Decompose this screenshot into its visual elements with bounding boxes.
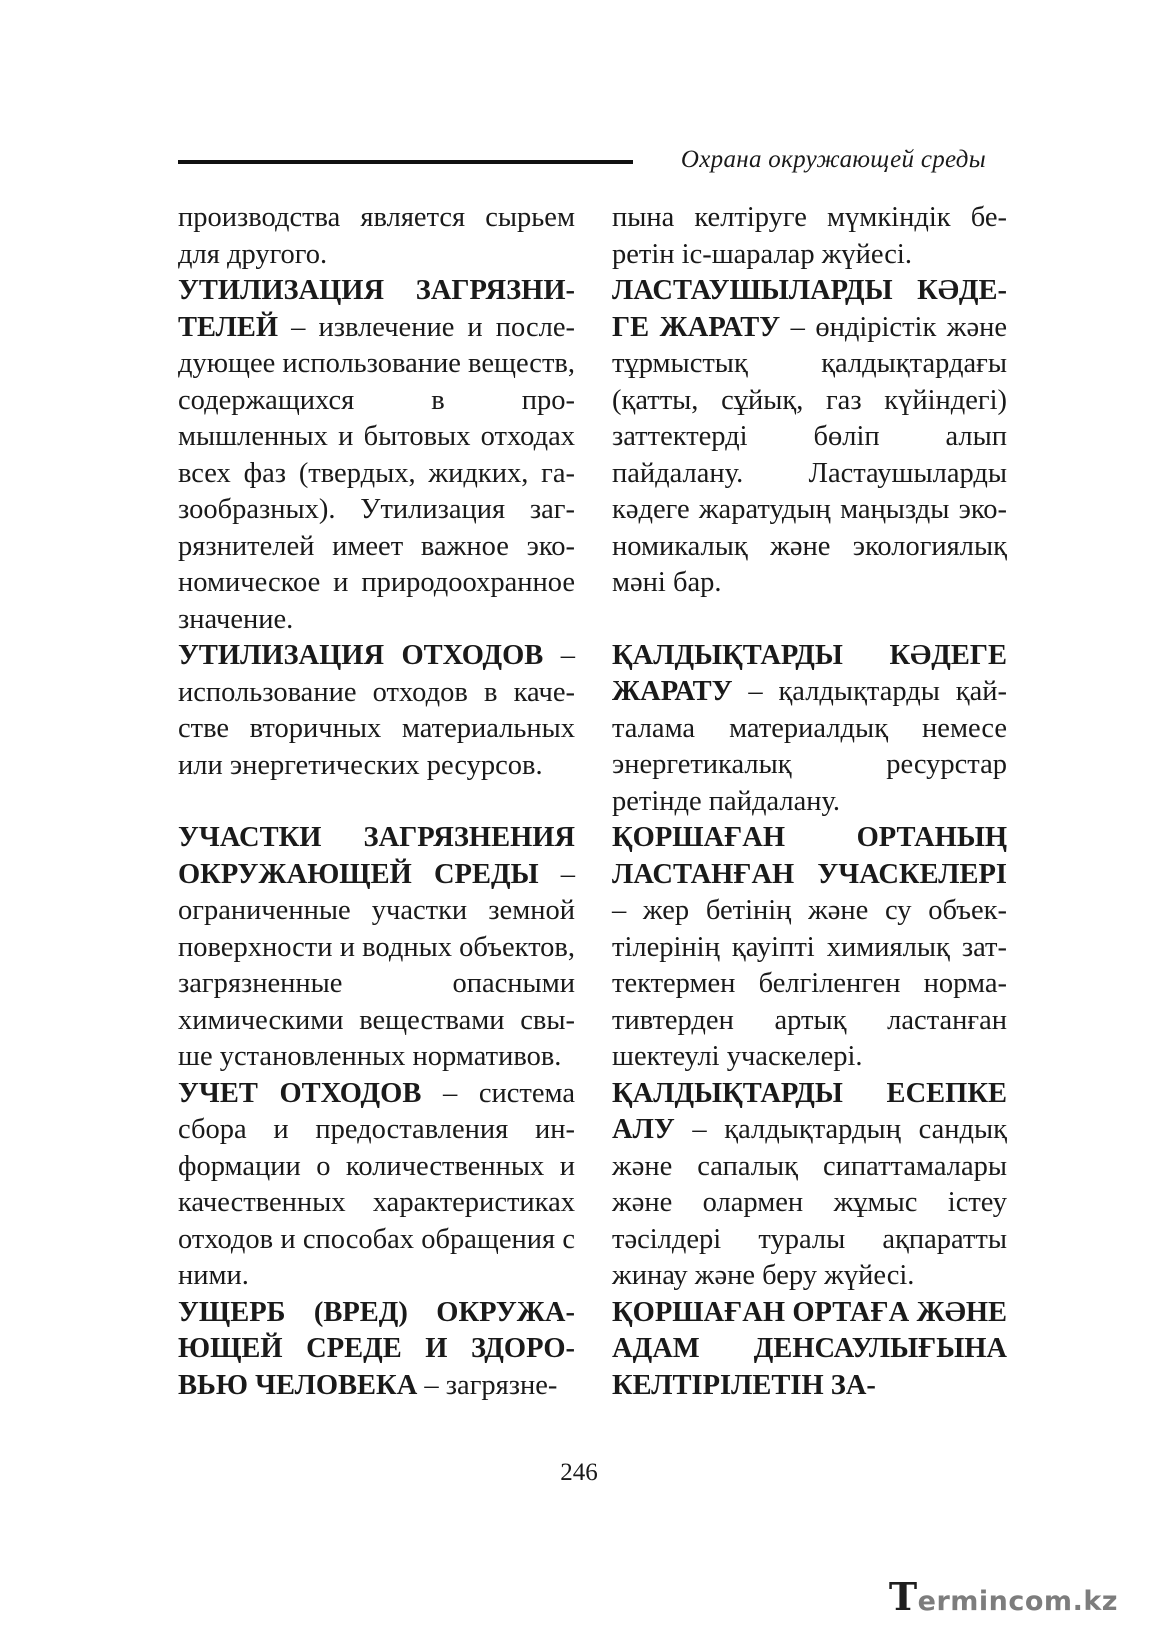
page-number: 246 [560, 1459, 598, 1486]
header-rule [178, 160, 633, 164]
watermark-text: ermincom.kz [917, 1586, 1118, 1617]
entry-term: ҚАЛДЫҚТАРДЫ КӘДЕГЕ ЖАРАТУ [612, 639, 1007, 707]
entry-definition: – ограниченные участки земной поверхности и водных объектов, загрязненные опасными химическими веществами свыше установленных нормативов. [178, 858, 575, 1072]
entry-waste-accounting [178, 1076, 575, 1295]
running-title: Охрана окружающей среды [680, 146, 986, 173]
entry-term: УЧАСТКИ ЗАГРЯЗНЕНИЯ ОКРУЖАЮЩЕЙ СРЕДЫ [178, 822, 575, 890]
entry-definition: – загрязне- [417, 1369, 558, 1401]
watermark-logo [889, 1574, 1118, 1619]
paragraph-continuation: производства является сырьем для другого. [178, 202, 575, 270]
entry-term: ҚОРШАҒАН ОРТАНЫҢ ЛАСТАНҒАН УЧАСКЕЛЕРІ [612, 822, 1007, 890]
entry-environmental-damage [178, 1295, 575, 1405]
entry-term: ҚАЛДЫҚТАРДЫ ЕСЕПКЕ АЛУ [612, 1077, 1007, 1145]
entry-term: ЛАСТАУШЫЛАРДЫ КӘДЕГЕ ЖАРАТУ [612, 275, 1007, 343]
right-column [612, 200, 1007, 1404]
entry-term: УЧЕТ ОТХОДОВ [178, 1077, 422, 1109]
entry-utilization-waste [178, 638, 575, 784]
entry-term: УТИЛИЗАЦИЯ ЗАГРЯЗНИТЕЛЕЙ [178, 275, 575, 343]
watermark-initial: T [888, 1574, 918, 1619]
entry-utilization-pollutants [178, 273, 575, 638]
entry-pollutants-utilization-kk [612, 273, 1007, 602]
entry-polluted-sites-kk [612, 820, 1007, 1076]
entry-definition: – қалдықтарды қайталама материалдық немесе энергетикалық ресурстар ретінде пайдалану. [612, 676, 1007, 817]
entry-definition: – извлечение и последующее использование веществ, содержащихся в промышленных и бытовых отходах всех фаз (твердых, жидких, газообразных). Утилизация загрязнителей имеет важное экономическое и природоохранное значение. [178, 311, 575, 635]
entry-term: УЩЕРБ (ВРЕД) ОКРУЖАЮЩЕЙ СРЕДЕ И ЗДОРОВЬЮ ЧЕЛОВЕКА [178, 1296, 575, 1401]
entry-waste-accounting-kk [612, 1076, 1007, 1295]
entry-definition: – использование отходов в качестве вторичных материальных или энергетических ресурсов. [178, 640, 576, 781]
entry-pollution-sites [178, 820, 575, 1076]
entry-definition: – система сбора и предоставления информации о количественных и качественных характеристиках отходов и способах обращения с ними. [178, 1077, 575, 1291]
paragraph-continuation: пына келтіруге мүмкіндік беретін іс-шаралар жүйесі. [612, 202, 1007, 270]
entry-term: ҚОРШАҒАН ОРТАҒА ЖӘНЕ АДАМ ДЕНСАУЛЫҒЫНА КЕЛТІРІЛЕТІН ЗА- [612, 1296, 1007, 1401]
left-column [178, 200, 575, 1404]
entry-definition: – өндірістік және тұрмыстық қалдықтардағы (қатты, сұйық, газ күйіндегі) заттектерді бөліп алып пайдалану. Ластаушыларды кәдеге жаратудың маңызды экономикалық және экологиялық мәні бар. [612, 311, 1007, 598]
entry-definition: – жер бетінің және су объектілерінің қауіпті химиялық заттектермен белгіленген нормативтерден артық ластанған шектеулі учаскелері. [612, 895, 1007, 1072]
entry-definition: – қалдықтардың сандық және сапалық сипаттамалары және олармен жұмыс істеу тәсілдері туралы ақпаратты жинау және беру жүйесі. [612, 1114, 1007, 1291]
entry-waste-utilization-kk [612, 638, 1007, 821]
entry-term: УТИЛИЗАЦИЯ ОТХОДОВ [178, 640, 544, 671]
entry-environmental-damage-kk [612, 1295, 1007, 1405]
